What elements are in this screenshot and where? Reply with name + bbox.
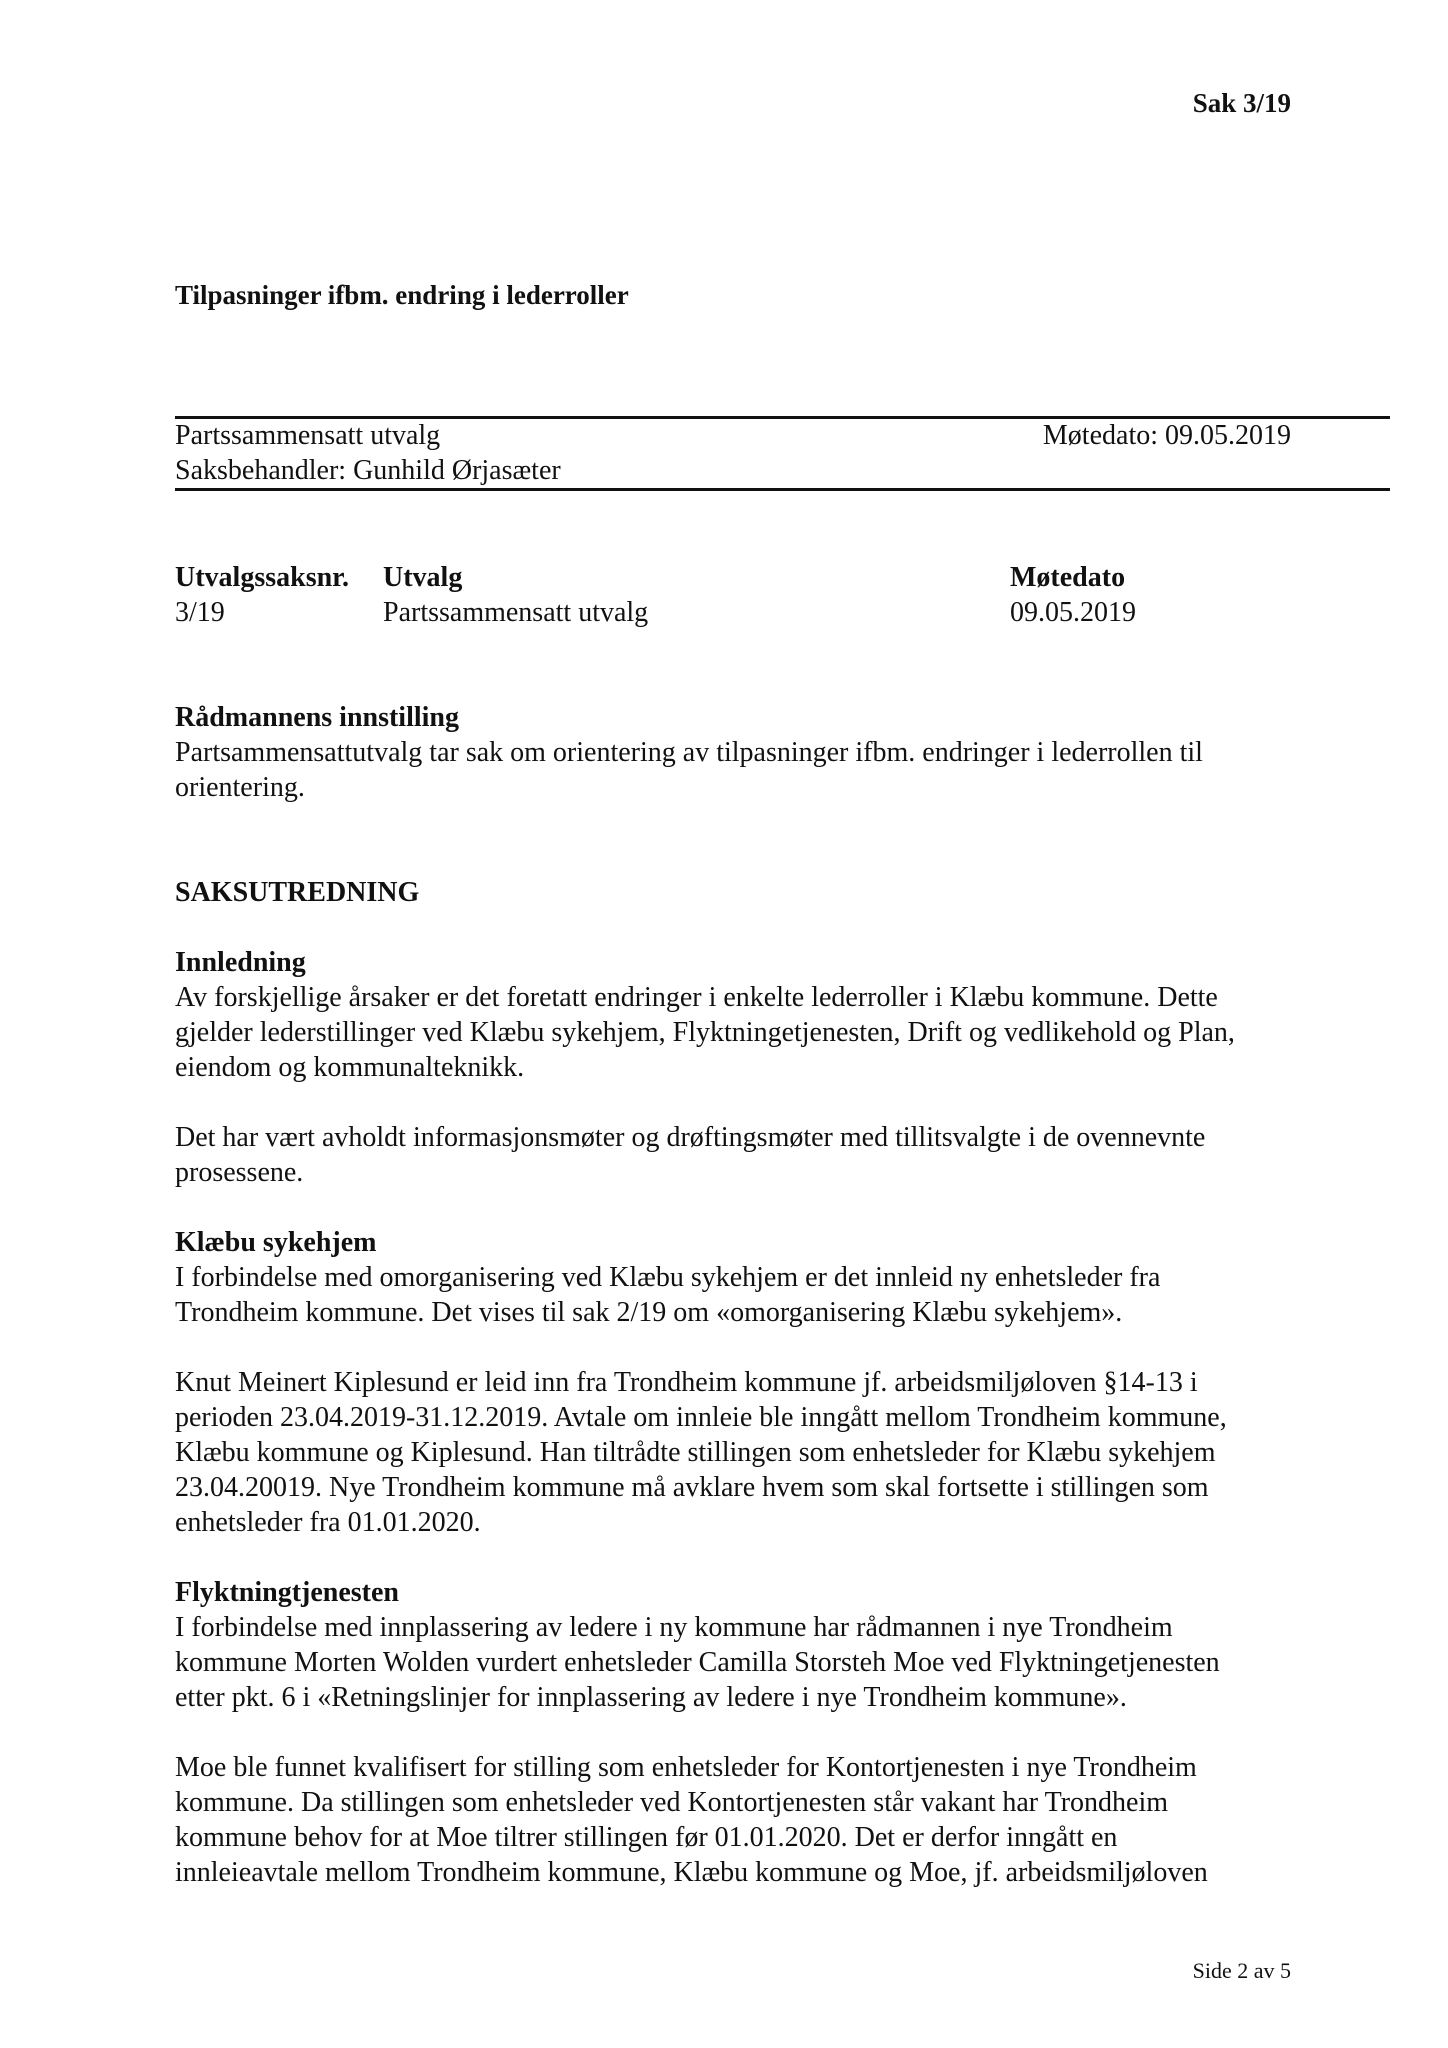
committee-name: Partssammensatt utvalg — [175, 420, 441, 451]
case-officer: Saksbehandler: Gunhild Ørjasæter — [175, 455, 561, 486]
cell-case-number: 3/19 — [175, 597, 225, 628]
section-heading-innledning: Innledning — [175, 947, 306, 978]
page-number: Side 2 av 5 — [1192, 1958, 1291, 1983]
header-meeting-date: Møtedato — [1010, 562, 1126, 593]
header-case-number: Utvalgssaksnr. — [175, 562, 350, 593]
paragraph: Det har vært avholdt informasjonsmøter og drøftingsmøter med tillitsvalgte i de ovennevnte prosessene. — [175, 1122, 1206, 1188]
meeting-date: Møtedato: 09.05.2019 — [1042, 420, 1291, 451]
paragraph: Moe ble funnet kvalifisert for stilling som enhetsleder for Kontortjenesten i nye Trondheim kommune. Da stillingen som enhetsleder ved Kontortjenesten står vakant har Trondheim kommune behov for at Moe tiltrer stillingen før 01.01.2020. Det er derfor inngått en innleieavtale mellom Trondheim kommune, Klæbu kommune og Moe, jf. arbeidsmiljøloven — [175, 1752, 1208, 1888]
recommendation-text: Partsammensattutvalg tar sak om orientering av tilpasninger ifbm. endringer i lederrollen til orientering. — [175, 737, 1203, 803]
cell-committee: Partssammensatt utvalg — [383, 597, 649, 628]
recommendation-heading: Rådmannens innstilling — [175, 702, 459, 733]
section-heading-klaebu-sykehjem: Klæbu sykehjem — [175, 1227, 377, 1258]
bottom-rule — [175, 488, 1390, 491]
cell-meeting-date: 09.05.2019 — [1010, 597, 1136, 628]
paragraph: I forbindelse med omorganisering ved Klæbu sykehjem er det innleid ny enhetsleder fra Trondheim kommune. Det vises til sak 2/19 om «omorganisering Klæbu sykehjem». — [175, 1262, 1161, 1328]
paragraph: Knut Meinert Kiplesund er leid inn fra Trondheim kommune jf. arbeidsmiljøloven §14-13 i perioden 23.04.2019-31.12.2019. Avtale om innleie ble inngått mellom Trondheim kommune, Klæbu kommune og Kiplesund. Han tiltrådte stillingen som enhetsleder for Klæbu sykehjem 23.04.20019. Nye Trondheim kommune må avklare hvem som skal fortsette i stillingen som enhetsleder fra 01.01.2020. — [175, 1367, 1227, 1538]
saksutredning-heading: SAKSUTREDNING — [175, 877, 420, 908]
section-heading-flyktningtjenesten: Flyktningtjenesten — [175, 1577, 399, 1608]
top-rule — [175, 416, 1390, 419]
document-body — [175, 700, 1295, 1890]
case-number: Sak 3/19 — [1192, 88, 1291, 118]
header-committee: Utvalg — [383, 562, 463, 593]
document-title: Tilpasninger ifbm. endring i lederroller — [175, 280, 629, 310]
paragraph: Av forskjellige årsaker er det foretatt endringer i enkelte lederroller i Klæbu kommune. Dette gjelder lederstillinger ved Klæbu sykehjem, Flyktningetjenesten, Drift og vedlikehold og Plan, eiendom og kommunalteknikk. — [175, 982, 1235, 1083]
paragraph: I forbindelse med innplassering av ledere i ny kommune har rådmannen i nye Trondheim kommune Morten Wolden vurdert enhetsleder Camilla Storsteh Moe ved Flyktningetjenesten etter pkt. 6 i «Retningslinjer for innplassering av ledere i nye Trondheim kommune». — [175, 1612, 1220, 1713]
